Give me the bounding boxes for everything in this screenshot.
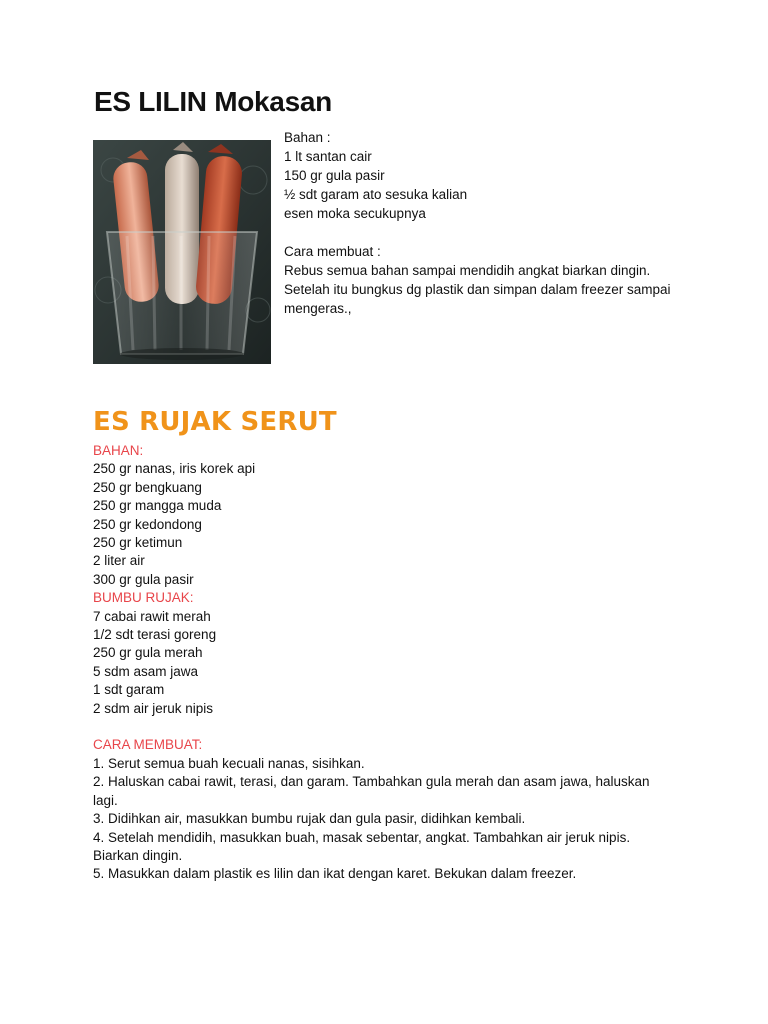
ingredient-item: esen moka secukupnya bbox=[284, 206, 426, 221]
ingredient-item: 250 gr ketimun bbox=[93, 535, 183, 551]
ingredients-heading: Bahan : bbox=[284, 130, 331, 145]
spice-item: 2 sdm air jeruk nipis bbox=[93, 700, 214, 716]
method-step: Setelah itu bungkus dg plastik dan simpan dalam freezer sampai mengeras., bbox=[284, 282, 671, 316]
method-list bbox=[93, 755, 693, 884]
ingredient-item: ½ sdt garam ato sesuka kalian bbox=[284, 187, 468, 202]
method-step: 3. Didihkan air, masukkan bumbu rujak dan gula pasir, didihkan kembali. bbox=[93, 811, 526, 827]
ingredient-item: 1 lt santan cair bbox=[284, 149, 372, 164]
method-step: 1. Serut semua buah kecuali nanas, sisihkan. bbox=[93, 755, 365, 771]
spice-item: 7 cabai rawit merah bbox=[93, 608, 211, 624]
recipe-title-es-lilin: ES LILIN Mokasan bbox=[94, 86, 332, 117]
spice-item: 5 sdm asam jawa bbox=[93, 663, 199, 679]
spice-item: 1/2 sdt terasi goreng bbox=[93, 627, 217, 643]
ingredient-item: 250 gr nanas, iris korek api bbox=[93, 461, 256, 477]
method-step: 4. Setelah mendidih, masukkan buah, masak sebentar, angkat. Tambahkan air jeruk nipis. Biarkan dingin. bbox=[93, 829, 631, 863]
method-step: 2. Haluskan cabai rawit, terasi, dan garam. Tambahkan gula merah dan asam jawa, haluskan lagi. bbox=[93, 774, 650, 808]
ingredient-item: 300 gr gula pasir bbox=[93, 571, 194, 587]
method-heading: Cara membuat : bbox=[284, 244, 381, 259]
recipe-title-es-rujak-serut: ES RUJAK SERUT bbox=[93, 407, 337, 437]
method-step: Rebus semua bahan sampai mendidih angkat biarkan dingin. bbox=[284, 263, 651, 278]
spice-item: 250 gr gula merah bbox=[93, 645, 203, 661]
ingredient-item: 2 liter air bbox=[93, 553, 145, 569]
ingredient-item: 150 gr gula pasir bbox=[284, 168, 385, 183]
es-lilin-photo bbox=[93, 140, 271, 364]
method-step: 5. Masukkan dalam plastik es lilin dan ikat dengan karet. Bekukan dalam freezer. bbox=[93, 866, 577, 882]
ingredient-item: 250 gr bengkuang bbox=[93, 479, 202, 495]
ingredient-item: 250 gr kedondong bbox=[93, 516, 202, 532]
recipe-es-rujak-serut-details bbox=[93, 442, 693, 884]
spice-item: 1 sdt garam bbox=[93, 682, 165, 698]
ingredients-heading: BAHAN: bbox=[93, 443, 144, 458]
spacer bbox=[93, 718, 693, 736]
recipe-es-lilin-details bbox=[284, 128, 684, 318]
ingredient-item: 250 gr mangga muda bbox=[93, 498, 222, 514]
ingredients-list bbox=[93, 460, 693, 589]
spice-heading: BUMBU RUJAK: bbox=[93, 590, 194, 606]
spices-list bbox=[93, 608, 693, 718]
method-heading: CARA MEMBUAT: bbox=[93, 737, 203, 753]
spacer bbox=[284, 223, 684, 242]
